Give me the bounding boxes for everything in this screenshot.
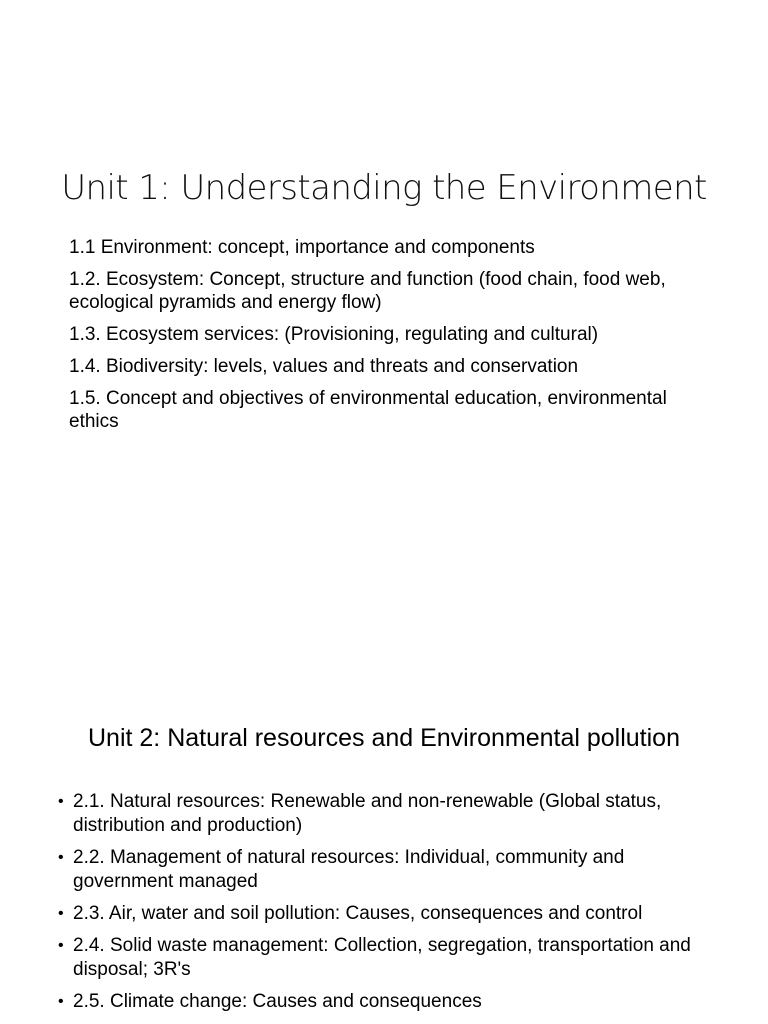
- unit-1-title: Unit 1: Understanding the Environment: [61, 168, 707, 208]
- bullet-icon: •: [58, 905, 64, 922]
- unit-2-topic-list: [58, 790, 718, 1022]
- unit-1-topic-item: 1.5. Concept and objectives of environmental education, environmental ethics: [69, 388, 667, 432]
- unit-2-topic-item: [58, 934, 718, 982]
- unit-2-topic-text: 2.5. Climate change: Causes and consequences: [73, 991, 482, 1012]
- bullet-icon: •: [58, 937, 64, 954]
- unit-2-topic-item: [58, 790, 718, 838]
- unit-1-topic-item: 1.3. Ecosystem services: (Provisioning, regulating and cultural): [69, 324, 599, 345]
- unit-2-topic-text: 2.1. Natural resources: Renewable and non-renewable (Global status, distribution and production): [73, 791, 662, 836]
- unit-2-title: Unit 2: Natural resources and Environmental pollution: [88, 724, 680, 752]
- unit-1-topic-item: 1.4. Biodiversity: levels, values and threats and conservation: [69, 356, 579, 377]
- unit-2-topic-item: [58, 846, 718, 894]
- unit-2-topic-text: 2.4. Solid waste management: Collection, segregation, transportation and disposal; 3R's: [73, 935, 691, 980]
- unit-1-topic-item: 1.2. Ecosystem: Concept, structure and function (food chain, food web, ecological pyramids and energy flow): [69, 269, 666, 313]
- unit-1-topic-item: 1.1 Environment: concept, importance and components: [69, 237, 535, 258]
- bullet-icon: •: [58, 793, 64, 810]
- bullet-icon: •: [58, 993, 64, 1010]
- slide-unit-2: [0, 690, 768, 1024]
- unit-2-topic-item: [58, 990, 718, 1014]
- unit-2-topic-item: [58, 902, 718, 926]
- bullet-icon: •: [58, 849, 64, 866]
- unit-2-topic-text: 2.2. Management of natural resources: Individual, community and government managed: [73, 847, 625, 892]
- unit-1-topic-list: [69, 236, 719, 442]
- unit-2-topic-text: 2.3. Air, water and soil pollution: Causes, consequences and control: [73, 903, 643, 924]
